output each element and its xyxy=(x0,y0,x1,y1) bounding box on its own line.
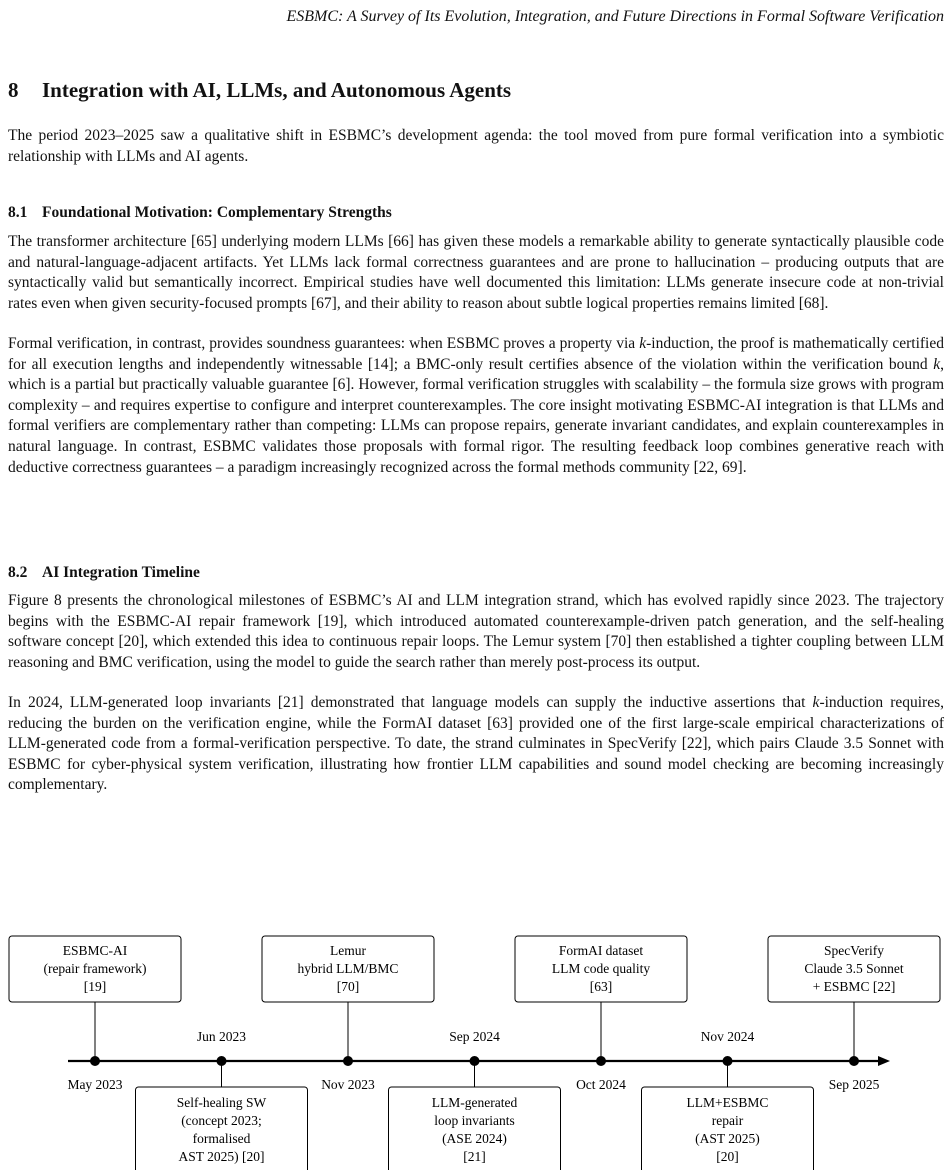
milestone-label: loop invariants xyxy=(434,1113,515,1128)
milestone-label: [21] xyxy=(463,1149,486,1164)
subsection-title-text: Foundational Motivation: Complementary Strengths xyxy=(42,204,392,221)
milestone-date: Oct 2024 xyxy=(576,1077,626,1092)
timeline-point xyxy=(470,1056,480,1066)
paragraph-timeline-2: In 2024, LLM-generated loop invariants [21] demonstrated that language models can supply the inductive assertions that k-induction requires, reducing the burden on the verification engine, while the FormAI dataset [63] provided one of the first large-scale empirical characterizations of LLM-generated code from a formal-verification perspective. To date, the strand culminates in SpecVerify [22], which pairs Claude 3.5 Sonnet with ESBMC for cyber-physical system verification, illustrating how frontier LLM capabilities and sound model checking are becoming increasingly complementary. xyxy=(8,694,944,794)
milestone-label: SpecVerify xyxy=(824,943,884,958)
milestone-label: repair xyxy=(711,1113,744,1128)
milestone-label: LLM+ESBMC xyxy=(686,1095,769,1110)
paragraph-motivation-2: Formal verification, in contrast, provides soundness guarantees: when ESBMC proves a property via k-induction, the proof is mathematically certified for all execution lengths and independently witnessable [14]; a BMC-only result certifies absence of the violation within the verification bound k, which is a partial but practically valuable guarantee [6]. However, formal verification struggles with scalability – the formula size grows with program complexity – and requires expertise to configure and interpret counterexamples. The core insight motivating ESBMC-AI integration is that LLMs and formal verifiers are complementary rather than competing: LLMs can propose repairs, generate invariant candidates, and explain counterexamples in natural language. In contrast, ESBMC validates those proposals with formal rigor. The resulting feedback loop combines generative reach with deductive correctness guarantees – a paradigm increasingly recognized across the formal methods community [22, 69]. xyxy=(8,335,944,476)
section-number: 8 xyxy=(8,78,19,102)
milestone-date: Jun 2023 xyxy=(196,1029,247,1044)
section-title xyxy=(8,78,511,103)
milestone-label: Self-healing SW xyxy=(176,1095,267,1110)
milestone-date: Sep 2024 xyxy=(449,1029,500,1044)
milestone-label: formalised xyxy=(192,1131,251,1146)
ai-integration-timeline xyxy=(0,925,952,1170)
milestone-date: Sep 2025 xyxy=(828,1077,880,1092)
subsection-number: 8.1 xyxy=(8,204,28,221)
milestone-label: Claude 3.5 Sonnet xyxy=(804,961,904,976)
timeline-point xyxy=(217,1056,227,1066)
milestone-label: LLM code quality xyxy=(551,961,651,976)
timeline-arrowhead xyxy=(878,1056,890,1066)
subsection-title xyxy=(8,564,200,582)
timeline-point xyxy=(343,1056,353,1066)
milestone-label: AST 2025) [20] xyxy=(178,1149,265,1164)
milestone-label: (ASE 2024) xyxy=(442,1131,507,1146)
running-header: ESBMC: A Survey of Its Evolution, Integration, and Future Directions in Formal Software Verification xyxy=(286,8,944,25)
milestone-label: (repair framework) xyxy=(43,961,147,976)
timeline-point xyxy=(596,1056,606,1066)
milestone-label: [63] xyxy=(589,979,613,994)
milestone-label: + ESBMC [22] xyxy=(812,979,896,994)
paragraph-timeline-1: Figure 8 presents the chronological milestones of ESBMC’s AI and LLM integration strand, which has evolved rapidly since 2023. The trajectory begins with the ESBMC-AI repair framework [19], which introduced automated counterexample-driven patch generation, and the self-healing software concept [20], which extended this idea to continuous repair loops. The Lemur system [70] then established a tighter coupling between LLM reasoning and BMC verification, using the model to guide the search rather than merely post-process its output. xyxy=(8,592,944,671)
subsection-title xyxy=(8,204,392,222)
milestone-label: Lemur xyxy=(330,943,366,958)
milestone-label: [19] xyxy=(83,979,107,994)
section-title-text: Integration with AI, LLMs, and Autonomous Agents xyxy=(42,78,512,102)
milestone-date: Nov 2024 xyxy=(700,1029,755,1044)
milestone-label: (concept 2023; xyxy=(181,1113,262,1128)
milestone-label: hybrid LLM/BMC xyxy=(297,961,399,976)
milestone-label: [70] xyxy=(336,979,360,994)
timeline-point xyxy=(90,1056,100,1066)
subsection-number: 8.2 xyxy=(8,564,28,581)
milestone-label: [20] xyxy=(716,1149,739,1164)
timeline-point xyxy=(723,1056,733,1066)
milestone-label: LLM-generated xyxy=(431,1095,518,1110)
milestone-date: Nov 2023 xyxy=(321,1077,375,1092)
milestone-date: May 2023 xyxy=(67,1077,123,1092)
milestone-label: (AST 2025) xyxy=(695,1131,760,1146)
timeline-point xyxy=(849,1056,859,1066)
milestone-label: FormAI dataset xyxy=(558,943,644,958)
subsection-title-text: AI Integration Timeline xyxy=(42,564,200,581)
milestone-label: ESBMC-AI xyxy=(62,943,128,958)
paragraph-motivation-1: The transformer architecture [65] underlying modern LLMs [66] has given these models a remarkable ability to generate syntactically plausible code and natural-language-adjacent artifacts. Yet LLMs lack formal correctness guarantees and are prone to hallucination – producing outputs that are syntactically valid but semantically incorrect. Empirical studies have well documented this limitation: LLMs generate insecure code at non-trivial rates even when given security-focused prompts [67], and their ability to reason about subtle logical properties remains limited [68]. xyxy=(8,233,944,312)
section-intro: The period 2023–2025 saw a qualitative shift in ESBMC’s development agenda: the tool moved from pure formal verification into a symbiotic relationship with LLMs and AI agents. xyxy=(8,127,944,165)
